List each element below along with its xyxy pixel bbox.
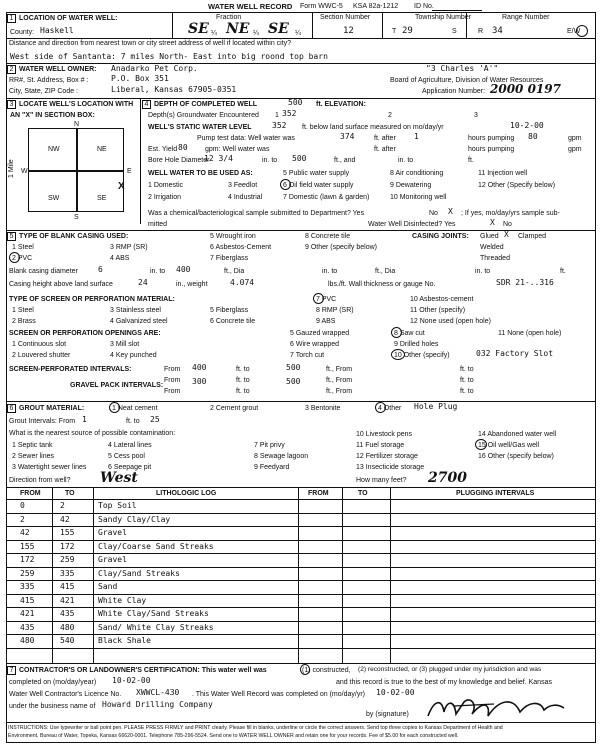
form-number: Form WWC-5 bbox=[300, 3, 343, 10]
bore-ft: ft. bbox=[468, 157, 474, 164]
grout-bentonite[interactable]: 3 Bentonite bbox=[305, 405, 341, 412]
log-header-from: FROM bbox=[20, 490, 41, 497]
log-row-line bbox=[6, 621, 596, 622]
casing-steel[interactable]: 1 Steel bbox=[12, 244, 34, 251]
source-feedyard[interactable]: 9 Feedyard bbox=[254, 464, 290, 471]
mile-label: 1 Mile bbox=[8, 159, 15, 178]
east-label: E bbox=[127, 168, 132, 175]
static-date: 10-2-00 bbox=[510, 121, 544, 130]
joints-welded[interactable]: Welded bbox=[480, 244, 504, 251]
pump-label: Pump test data: Well water was bbox=[197, 135, 295, 142]
section-number-label: Section Number bbox=[320, 14, 371, 21]
log-row-line bbox=[6, 607, 596, 608]
grout-to-label: ft. to bbox=[126, 418, 140, 425]
range-label: Range Number bbox=[502, 14, 550, 21]
use-injection[interactable]: 11 Injection well bbox=[478, 170, 528, 177]
log-cell-from: 435 bbox=[20, 622, 35, 632]
log-cell-desc: Gravel bbox=[98, 528, 127, 537]
range-value: 34 bbox=[492, 26, 503, 36]
direction-value: West bbox=[100, 470, 138, 486]
log-row-line bbox=[6, 567, 596, 568]
county-value: Haskell bbox=[40, 26, 74, 35]
gravel-from-value: 300 bbox=[192, 377, 207, 386]
casing-abs[interactable]: 4 ABS bbox=[110, 255, 130, 262]
perf-from-3: ft., From bbox=[326, 377, 353, 384]
yield-hours: hours pumping bbox=[468, 146, 515, 153]
yield-gpm: gpm bbox=[568, 146, 582, 153]
screen-steel[interactable]: 1 Steel bbox=[12, 307, 34, 314]
cert-date2: 10-02-00 bbox=[376, 688, 415, 697]
gw1-label: 1 bbox=[275, 112, 279, 119]
cert-line1: CONTRACTOR'S OR LANDOWNER'S CERTIFICATION: This water well was bbox=[19, 667, 267, 674]
county-label: County: bbox=[10, 29, 35, 36]
cert-line3b: . This Water Well Record was completed on (mo/day/yr) bbox=[192, 691, 365, 698]
log-cell-from: 335 bbox=[20, 582, 35, 591]
instructions-line2: Environment, Bureau of Water, Topeka, Kansas 66620-0001. Telephone 785-296-5524. Send one to WATER WELL OWNER and retain one for your records. Fee of $5.00 for each constructed well. bbox=[8, 733, 459, 739]
joints-glued-x: X bbox=[504, 230, 509, 239]
log-cell-to: 335 bbox=[60, 568, 75, 578]
plug-header-from: FROM bbox=[308, 490, 329, 497]
log-cell-from: 155 bbox=[20, 541, 35, 551]
static-rest: ft. below land surface measured on mo/day/yr bbox=[302, 124, 444, 131]
source-septic[interactable]: 1 Septic tank bbox=[12, 442, 53, 449]
perf-to-label: ft. to bbox=[236, 366, 250, 373]
source-watertight[interactable]: 3 Watertight sewer lines bbox=[12, 464, 87, 471]
use-air[interactable]: 8 Air conditioning bbox=[390, 170, 444, 177]
open-other-value: 032 Factory Slot bbox=[476, 349, 554, 358]
grout-other-value: Hole Plug bbox=[414, 402, 458, 411]
open-saw-circle bbox=[391, 327, 402, 338]
source-privy[interactable]: 7 Pit privy bbox=[254, 442, 285, 449]
se-label: SE bbox=[97, 195, 107, 202]
log-row-line bbox=[6, 540, 596, 541]
log-row-line bbox=[6, 594, 596, 595]
grout-neat[interactable]: 1 Neat cement bbox=[112, 405, 158, 412]
log-cell-desc: Sand/ White Clay Streaks bbox=[98, 622, 214, 632]
log-cell-desc: Clay/Sand Streaks bbox=[98, 568, 180, 578]
height-in: in., weight bbox=[176, 281, 208, 288]
bore-in2: in. to bbox=[398, 157, 414, 164]
open-other[interactable]: 10 Other (specify) bbox=[394, 352, 450, 359]
yield-after: ft. after bbox=[374, 146, 396, 153]
chem-x: X bbox=[448, 207, 453, 216]
log-cell-from: 259 bbox=[20, 568, 35, 578]
source-lateral[interactable]: 4 Lateral lines bbox=[108, 442, 152, 449]
chem-mitted: mitted bbox=[148, 221, 168, 228]
form-title: WATER WELL RECORD bbox=[208, 2, 293, 11]
section-2-number: 2 bbox=[7, 65, 16, 74]
fraction-q1: SE bbox=[188, 21, 209, 37]
weight-rest: lbs./ft. Wall thickness or gauge No. bbox=[328, 281, 436, 288]
nw-label: NW bbox=[48, 146, 60, 153]
open-gauzed[interactable]: 5 Gauzed wrapped bbox=[290, 330, 350, 337]
section-number-value: 12 bbox=[343, 26, 354, 36]
yield-rest: gpm: Well water was bbox=[205, 146, 270, 153]
city-label: City, State, ZIP Code : bbox=[9, 88, 78, 95]
open-key[interactable]: 4 Key punched bbox=[110, 352, 157, 359]
source-seepage[interactable]: 6 Seepage pit bbox=[108, 464, 152, 471]
yield-label: Est. Yield bbox=[148, 146, 178, 153]
log-cell-desc: Clay/Coarse Sand Streaks bbox=[98, 541, 214, 551]
openings-label: SCREEN OR PERFORATION OPENINGS ARE: bbox=[9, 330, 161, 337]
diameter-in: in. to bbox=[150, 268, 166, 275]
log-cell-from: 2 bbox=[20, 514, 25, 524]
fraction-label: Fraction bbox=[216, 14, 242, 21]
range-w-circle bbox=[576, 25, 588, 37]
bore-label: Bore Hole Diameter bbox=[148, 157, 210, 164]
casing-pvc[interactable]: 2 PVC bbox=[12, 255, 33, 262]
id-label: ID No. bbox=[414, 3, 434, 10]
perf-to-label-3: ft. to bbox=[236, 377, 250, 384]
owner-value: Anadarko Pet Corp. bbox=[111, 64, 198, 73]
log-cell-desc: White Clay bbox=[98, 595, 147, 605]
log-header-lithologic: LITHOLOGIC LOG bbox=[156, 490, 217, 497]
cert-line3: Water Well Contractor's Licence No. bbox=[9, 691, 122, 698]
perf-to-2: ft. to bbox=[460, 366, 474, 373]
log-header-to: TO bbox=[65, 490, 75, 497]
open-saw[interactable]: 8 Saw cut bbox=[394, 330, 425, 337]
open-torch[interactable]: 7 Torch cut bbox=[290, 352, 325, 359]
screen-label: TYPE OF SCREEN OR PERFORATION MATERIAL: bbox=[9, 296, 175, 303]
diameter-to: 400 bbox=[176, 265, 191, 274]
township-s: S bbox=[452, 28, 457, 35]
township-label: Township Number bbox=[415, 14, 472, 21]
depth-value: 500 bbox=[288, 98, 303, 107]
use-label: WELL WATER TO BE USED AS: bbox=[148, 170, 253, 177]
screen-pvc-circle bbox=[313, 293, 324, 304]
open-wire[interactable]: 6 Wire wrapped bbox=[290, 341, 340, 348]
gravel-to-value: 500 bbox=[286, 377, 301, 386]
log-cell-to: 435 bbox=[60, 609, 75, 618]
log-cell-from: 480 bbox=[20, 636, 35, 645]
screen-fiberglass[interactable]: 5 Fiberglass bbox=[210, 307, 249, 314]
chem-label: Was a chemical/bacteriological sample submitted to Department? Yes bbox=[148, 210, 365, 217]
log-cell-to: 540 bbox=[60, 636, 75, 645]
log-cell-from: 415 bbox=[20, 595, 35, 605]
screen-other[interactable]: 11 Other (specify) bbox=[410, 307, 466, 314]
log-cell-desc: Sandy Clay/Clay bbox=[98, 514, 171, 524]
cert-line2: completed on (mo/day/year) bbox=[9, 679, 97, 686]
range-ew: E/W bbox=[567, 28, 581, 35]
use-irrigation[interactable]: 2 Irrigation bbox=[148, 194, 182, 201]
open-none[interactable]: 11 None (open hole) bbox=[498, 330, 562, 337]
diameter-dia: ft., Dia bbox=[224, 268, 245, 275]
screen-pvc[interactable]: 7 PVC bbox=[316, 296, 337, 303]
groundwater-label: Depth(s) Groundwater Encountered bbox=[148, 112, 259, 119]
plug-header-to: TO bbox=[358, 490, 368, 497]
disinfected-label: Water Well Disinfected? Yes bbox=[368, 221, 456, 228]
cert-line1b: (2) reconstructed, or (3) plugged under my jurisdiction and was bbox=[358, 666, 542, 673]
casing-fiberglass[interactable]: 7 Fiberglass bbox=[210, 255, 249, 262]
locate-label: LOCATE WELL'S LOCATION WITH bbox=[19, 101, 134, 108]
use-dewatering[interactable]: 9 Dewatering bbox=[390, 182, 432, 189]
quarter-1: ¼ bbox=[211, 30, 217, 37]
grout-cement[interactable]: 2 Cement grout bbox=[210, 405, 259, 412]
use-monitoring[interactable]: 10 Monitoring well bbox=[390, 194, 447, 201]
well-name: "3 Charles 'A'" bbox=[426, 64, 499, 73]
address-value: P.O. Box 351 bbox=[111, 74, 169, 83]
gw2-label: 2 bbox=[388, 112, 392, 119]
screen-none[interactable]: 12 None used (open hole) bbox=[410, 318, 491, 325]
yield-value: 80 bbox=[178, 143, 188, 152]
screen-abs[interactable]: 9 ABS bbox=[316, 318, 336, 325]
section-5-number: 5 bbox=[7, 232, 16, 241]
log-cell-to: 259 bbox=[60, 555, 75, 564]
township-value: 29 bbox=[402, 26, 413, 36]
bore-diameter: 12 3/4 bbox=[204, 154, 233, 163]
diameter-value: 6 bbox=[98, 265, 103, 274]
log-cell-from: 42 bbox=[20, 528, 30, 537]
joints-glued[interactable]: Glued bbox=[480, 233, 499, 240]
screen-stainless[interactable]: 3 Stainless steel bbox=[110, 307, 161, 314]
section-1-number: 1 bbox=[7, 14, 16, 23]
use-industrial[interactable]: 4 Industrial bbox=[228, 194, 263, 201]
use-feedlot[interactable]: 3 Feedlot bbox=[228, 182, 258, 189]
feet-value: 2700 bbox=[428, 470, 467, 486]
grout-interval-label: Grout Intervals: From bbox=[9, 418, 76, 425]
cert-business: Howard Drilling Company bbox=[102, 700, 213, 709]
joints-threaded[interactable]: Threaded bbox=[480, 255, 510, 262]
feet-label: How many feet? bbox=[356, 477, 407, 484]
township-t: T bbox=[392, 28, 397, 35]
source-insecticide[interactable]: 13 Insecticide storage bbox=[356, 464, 425, 471]
range-r: R bbox=[478, 28, 484, 35]
plug-header-intervals: PLUGGING INTERVALS bbox=[456, 490, 535, 497]
perf-to-value: 500 bbox=[286, 363, 301, 372]
cert-line4: under the business name of bbox=[9, 703, 96, 710]
casing-pvc-circle bbox=[9, 252, 20, 263]
diameter-in-to-2: in. to bbox=[322, 268, 338, 275]
source-abandoned[interactable]: 14 Abandoned water well bbox=[478, 431, 557, 438]
gravel-to-2: ft. to bbox=[460, 388, 474, 395]
ne-label: NE bbox=[97, 146, 107, 153]
log-row-line bbox=[6, 580, 596, 581]
address-label: RR#, St. Address, Box # : bbox=[9, 77, 89, 84]
screen-galvanized[interactable]: 4 Galvanized steel bbox=[110, 318, 168, 325]
log-cell-from: 421 bbox=[20, 609, 35, 618]
log-cell-desc: Sand bbox=[98, 582, 118, 591]
grout-label: GROUT MATERIAL: bbox=[19, 405, 85, 412]
log-cell-to: 155 bbox=[60, 528, 75, 537]
sdr-value: SDR 21-..316 bbox=[496, 278, 554, 287]
casing-other[interactable]: 9 Other (specify below) bbox=[305, 244, 377, 251]
grout-to-value: 25 bbox=[150, 415, 160, 424]
application-value: 2000 0197 bbox=[490, 82, 561, 96]
open-continuous[interactable]: 1 Continuous slot bbox=[12, 341, 67, 348]
log-cell-to: 2 bbox=[60, 501, 65, 510]
sw-label: SW bbox=[48, 195, 60, 202]
section-3-number: 3 bbox=[7, 100, 16, 109]
locate-label-2: AN "X" IN SECTION BOX: bbox=[10, 112, 95, 119]
log-cell-to: 172 bbox=[60, 541, 75, 551]
cert-constructed[interactable]: (1) constructed, bbox=[302, 667, 351, 674]
bore-to: 500 bbox=[292, 154, 307, 163]
open-other-circle bbox=[391, 349, 405, 360]
gravel-from-2: ft., From bbox=[326, 388, 353, 395]
height-label: Casing height above land surface bbox=[9, 281, 113, 288]
log-row-line bbox=[6, 553, 596, 554]
depth-label: DEPTH OF COMPLETED WELL bbox=[154, 101, 258, 108]
west-label: W bbox=[21, 168, 28, 175]
screen-asbestos[interactable]: 10 Asbestos-cement bbox=[410, 296, 474, 303]
gravel-label: GRAVEL PACK INTERVALS: bbox=[70, 382, 164, 389]
pump-ft: 374 bbox=[340, 132, 355, 141]
log-row-line bbox=[6, 526, 596, 527]
signature bbox=[424, 694, 574, 722]
height-value: 24 bbox=[138, 278, 148, 287]
source-fertilizer[interactable]: 12 Fertilizer storage bbox=[356, 453, 418, 460]
log-row-line bbox=[6, 648, 596, 649]
well-x-mark: X bbox=[118, 181, 125, 192]
log-cell-desc: White Clay/Sand Streaks bbox=[98, 609, 209, 618]
cert-constructed-circle bbox=[300, 664, 310, 675]
gravel-from-label: From bbox=[164, 388, 181, 395]
pump-rest: hours pumping bbox=[468, 135, 515, 142]
casing-rmp[interactable]: 3 RMP (SR) bbox=[110, 244, 148, 251]
board-label: Board of Agriculture, Division of Water Resources bbox=[390, 77, 544, 84]
log-cell-desc: Gravel bbox=[98, 555, 127, 564]
perf-from-value: 400 bbox=[192, 363, 207, 372]
cert-line2b: and this record is true to the best of my knowledge and belief. Kansas bbox=[336, 679, 552, 686]
use-oilfield-circle bbox=[280, 179, 291, 190]
log-row-line bbox=[6, 499, 596, 500]
quarter-3: ¼ bbox=[295, 30, 301, 37]
log-cell-to: 415 bbox=[60, 582, 75, 591]
diameter-in-to-3: in. to bbox=[475, 268, 491, 275]
ksa-number: KSA 82a-1212 bbox=[353, 3, 399, 10]
log-cell-to: 42 bbox=[60, 514, 70, 524]
use-lawn[interactable]: 7 Domestic (lawn & garden) bbox=[283, 194, 370, 201]
grout-other[interactable]: 4 Other bbox=[378, 405, 402, 412]
log-cell-to: 421 bbox=[60, 595, 75, 605]
diameter-ft: ft. bbox=[560, 268, 566, 275]
pump-hours: 1 bbox=[414, 132, 419, 141]
joints-label: CASING JOINTS: bbox=[412, 233, 469, 240]
cert-date1: 10-02-00 bbox=[112, 676, 151, 685]
chem-rest: ; If yes, mo/day/yrs sample sub- bbox=[461, 210, 560, 217]
pump-after: ft. after bbox=[374, 135, 396, 142]
owner-label: WATER WELL OWNER: bbox=[19, 66, 97, 73]
use-other[interactable]: 12 Other (Specify below) bbox=[478, 182, 556, 189]
grout-from-value: 1 bbox=[82, 415, 87, 424]
source-fuel[interactable]: 11 Fuel storage bbox=[356, 442, 405, 449]
screen-brass[interactable]: 2 Brass bbox=[12, 318, 36, 325]
source-label: What is the nearest source of possible contamination: bbox=[9, 430, 176, 437]
grout-neat-circle bbox=[109, 402, 120, 413]
location-label: LOCATION OF WATER WELL: bbox=[19, 15, 118, 22]
casing-wrought[interactable]: 5 Wrought iron bbox=[210, 233, 256, 240]
source-other[interactable]: 16 Other (specify below) bbox=[478, 453, 554, 460]
use-domestic[interactable]: 1 Domestic bbox=[148, 182, 184, 189]
disinfected-no: No bbox=[503, 221, 512, 228]
pump-gpm: 80 bbox=[528, 132, 538, 141]
diameter-label: Blank casing diameter bbox=[9, 268, 78, 275]
source-oilgas-circle bbox=[475, 439, 487, 450]
chem-no: No bbox=[429, 210, 438, 217]
application-label: Application Number: bbox=[422, 88, 486, 95]
source-oilgas[interactable]: 15 Oil well/Gas well bbox=[478, 442, 540, 449]
section-6-number: 6 bbox=[7, 404, 16, 413]
log-cell-desc: Top Soil bbox=[98, 501, 137, 510]
disinfected-x: X bbox=[490, 218, 495, 227]
south-label: S bbox=[74, 214, 79, 221]
casing-concrete[interactable]: 8 Concrete tile bbox=[305, 233, 351, 240]
log-row-line bbox=[6, 513, 596, 514]
distance-value: West side of Santanta: 7 miles North- East into big roond top barn bbox=[10, 52, 328, 61]
log-cell-to: 480 bbox=[60, 622, 75, 632]
direction-label: Direction from well? bbox=[9, 477, 71, 484]
weight-value: 4.074 bbox=[230, 278, 255, 287]
use-oilfield[interactable]: 6 Oil field water supply bbox=[283, 182, 354, 189]
lithologic-log bbox=[6, 487, 596, 663]
fraction-q2: NE bbox=[226, 21, 250, 37]
perf-label: SCREEN-PERFORATED INTERVALS: bbox=[9, 366, 132, 373]
log-cell-from: 172 bbox=[20, 555, 35, 564]
source-sewer[interactable]: 2 Sewer lines bbox=[12, 453, 55, 460]
quarter-2: ¼ bbox=[253, 30, 259, 37]
bore-and: ft., and bbox=[334, 157, 356, 164]
section-7-number: 7 bbox=[7, 666, 16, 675]
source-cess[interactable]: 5 Cess pool bbox=[108, 453, 145, 460]
joints-clamped[interactable]: Clamped bbox=[518, 233, 547, 240]
city-value: Liberal, Kansas 67905-0351 bbox=[111, 85, 237, 94]
gw3-label: 3 bbox=[474, 112, 478, 119]
log-cell-desc: Black Shale bbox=[98, 636, 151, 645]
open-mill[interactable]: 3 Mill slot bbox=[110, 341, 140, 348]
open-louvered[interactable]: 2 Louvered shutter bbox=[12, 352, 71, 359]
cert-by: by (signature) bbox=[366, 711, 409, 718]
perf-from-label: From bbox=[164, 366, 181, 373]
perf-from-2: ft., From bbox=[326, 366, 353, 373]
log-row-line bbox=[6, 634, 596, 635]
instructions-line1: INSTRUCTIONS: Use typewriter or ball point pen. PLEASE PRESS FIRMLY and PRINT clearly. Please fill in blanks, underline or circle the correct answers. Send top three copies to Kansas Department of Health and bbox=[8, 725, 503, 731]
perf-to-4: ft. to bbox=[460, 377, 474, 384]
static-value: 352 bbox=[272, 121, 287, 130]
distance-label: Distance and direction from nearest town or city street address of well if located within city? bbox=[9, 40, 292, 47]
use-public[interactable]: 5 Public water supply bbox=[283, 170, 350, 177]
bore-in: in. to bbox=[262, 157, 278, 164]
perf-from-label-2: From bbox=[164, 377, 181, 384]
groundwater-value: 352 bbox=[282, 109, 297, 118]
casing-asbestos[interactable]: 6 Asbestos-Cement bbox=[210, 244, 272, 251]
fraction-q3: SE bbox=[268, 21, 289, 37]
gpm-label: gpm bbox=[568, 135, 582, 142]
cert-license: XWWCL-430 bbox=[136, 688, 180, 697]
screen-rmp[interactable]: 8 RMP (SR) bbox=[316, 307, 354, 314]
elevation-label: ft. ELEVATION: bbox=[316, 101, 366, 108]
section-4-number: 4 bbox=[142, 100, 151, 109]
open-drilled[interactable]: 9 Drilled holes bbox=[394, 341, 439, 348]
grout-other-circle bbox=[375, 402, 386, 413]
static-label: WELL'S STATIC WATER LEVEL bbox=[148, 124, 252, 131]
gravel-to-label: ft. to bbox=[236, 388, 250, 395]
source-lagoon[interactable]: 8 Sewage lagoon bbox=[254, 453, 309, 460]
log-cell-from: 0 bbox=[20, 501, 25, 510]
source-livestock[interactable]: 10 Livestock pens bbox=[356, 431, 413, 438]
casing-label: TYPE OF BLANK CASING USED: bbox=[19, 233, 129, 240]
north-label: N bbox=[74, 121, 80, 128]
diameter-dia-2: ft., Dia bbox=[375, 268, 396, 275]
screen-concrete[interactable]: 6 Concrete tile bbox=[210, 318, 256, 325]
